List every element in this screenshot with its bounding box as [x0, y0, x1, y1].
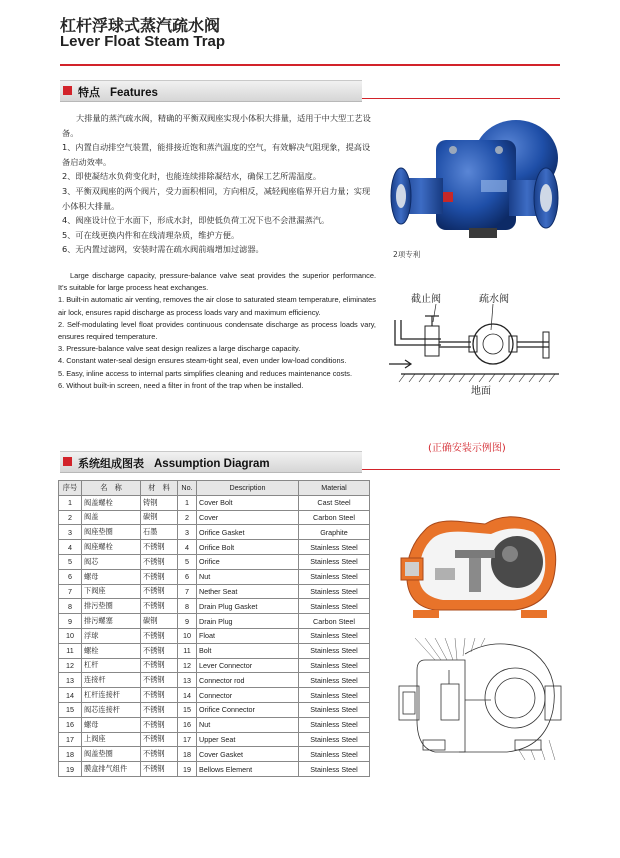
table-row	[59, 584, 370, 599]
part-no-cn: 16	[59, 717, 82, 732]
cross-section-image	[395, 510, 567, 622]
installation-caption: (正确安装示例图)	[428, 443, 506, 454]
part-name-cn: 排污螺塞	[82, 614, 141, 629]
features-en-item: 5. Easy, inline access to internal parts simplifies cleaning and reduces maintenance costs.	[58, 368, 352, 378]
part-material: Stainless Steel	[299, 540, 370, 555]
header-material: Material	[299, 481, 370, 496]
part-no-cn: 15	[59, 702, 82, 717]
part-no-cn: 11	[59, 643, 82, 658]
part-description: Connector	[197, 688, 299, 703]
installation-diagram	[381, 290, 565, 430]
part-material-cn: 不锈钢	[141, 540, 178, 555]
part-material: Stainless Steel	[299, 747, 370, 762]
label-ground: 地面	[471, 386, 491, 397]
features-en-item: 2. Self-modulating level float provides continuous condensate discharge as process loads vary, ensures required temperature.	[58, 319, 376, 342]
parts-table	[58, 480, 370, 777]
part-material: Stainless Steel	[299, 569, 370, 584]
table-row	[59, 732, 370, 747]
header-divider	[60, 64, 560, 66]
features-en-item: 4. Constant water-seal design ensures steam-tight seal, even under low-load conditions.	[58, 356, 347, 366]
part-material-cn: 不锈钢	[141, 747, 178, 762]
assembly-title-en: Assumption Diagram	[154, 458, 270, 470]
part-no: 8	[178, 599, 197, 614]
part-material-cn: 不锈钢	[141, 658, 178, 673]
features-cn-item: 6、无内置过滤网，安装时需在疏水阀前端增加过滤器。	[62, 244, 264, 255]
page-title-en: Lever Float Steam Trap	[60, 33, 226, 50]
header-no-cn: 序号	[59, 481, 82, 496]
page-title-cn: 杠杆浮球式蒸汽疏水阀	[60, 16, 221, 35]
part-no-cn: 12	[59, 658, 82, 673]
part-name-cn: 阀盖螺栓	[82, 495, 141, 510]
part-no: 2	[178, 510, 197, 525]
part-no-cn: 17	[59, 732, 82, 747]
table-row	[59, 658, 370, 673]
part-material: Stainless Steel	[299, 688, 370, 703]
part-material: Carbon Steel	[299, 510, 370, 525]
part-name-cn: 浮球	[82, 628, 141, 643]
table-row	[59, 702, 370, 717]
part-no: 12	[178, 658, 197, 673]
part-no: 3	[178, 525, 197, 540]
part-description: Nut	[197, 569, 299, 584]
part-no-cn: 4	[59, 540, 82, 555]
part-no-cn: 2	[59, 510, 82, 525]
part-name-cn: 上阀座	[82, 732, 141, 747]
part-material: Stainless Steel	[299, 702, 370, 717]
part-description: Cover Bolt	[197, 495, 299, 510]
features-en-intro: Large discharge capacity, pressure-balance valve seat provides the superior performance. It's suitable for large process heat exchanges.	[58, 271, 376, 293]
features-cn-intro: 大排量的蒸汽疏水阀，精确的平衡双阀座实现小体积大排量，适用于中大型工艺设备。	[62, 113, 371, 138]
features-title-cn: 特点	[78, 86, 100, 99]
features-en-item: 3. Pressure-balance valve seat design realizes a large discharge capacity.	[58, 344, 301, 354]
part-name-cn: 螺母	[82, 569, 141, 584]
label-trap: 疏水阀	[479, 294, 509, 305]
part-no: 4	[178, 540, 197, 555]
part-material-cn: 不锈钢	[141, 732, 178, 747]
part-name-cn: 阀座螺栓	[82, 540, 141, 555]
features-en-item: 1. Built-in automatic air venting, removes the air close to saturated steam temperature, eliminates air lock, ensures rapid discharge as process loads vary and maximum efficiency.	[58, 295, 376, 317]
part-description: Bolt	[197, 643, 299, 658]
part-description: Orifice Connector	[197, 702, 299, 717]
part-description: Connector rod	[197, 673, 299, 688]
table-row	[59, 554, 370, 569]
part-name-cn: 螺母	[82, 717, 141, 732]
part-description: Cover Gasket	[197, 747, 299, 762]
part-no: 19	[178, 762, 197, 777]
features-en-item: 6. Without built-in screen, need a filter in front of the trap when be installed.	[58, 380, 304, 390]
header-no: No.	[178, 481, 197, 496]
part-material: Graphite	[299, 525, 370, 540]
part-no: 10	[178, 628, 197, 643]
part-no-cn: 8	[59, 599, 82, 614]
table-row	[59, 762, 370, 777]
part-material-cn: 不锈钢	[141, 688, 178, 703]
part-no: 14	[178, 688, 197, 703]
features-cn-block	[62, 111, 374, 257]
part-material-cn: 不锈钢	[141, 584, 178, 599]
part-no-cn: 1	[59, 495, 82, 510]
part-material: Carbon Steel	[299, 614, 370, 629]
part-material-cn: 不锈钢	[141, 643, 178, 658]
part-material-cn: 不锈钢	[141, 673, 178, 688]
product-photo	[381, 110, 565, 260]
part-description: Drain Plug Gasket	[197, 599, 299, 614]
part-no: 7	[178, 584, 197, 599]
features-en-block	[58, 270, 376, 392]
features-section-header	[60, 80, 362, 102]
part-name-cn: 阀盖垫圈	[82, 747, 141, 762]
table-row	[59, 569, 370, 584]
part-material: Stainless Steel	[299, 762, 370, 777]
part-description: Orifice Gasket	[197, 525, 299, 540]
part-material: Stainless Steel	[299, 599, 370, 614]
features-title-en: Features	[110, 87, 158, 99]
part-description: Upper Seat	[197, 732, 299, 747]
part-material: Stainless Steel	[299, 673, 370, 688]
table-row	[59, 628, 370, 643]
part-material-cn: 不锈钢	[141, 717, 178, 732]
table-row	[59, 747, 370, 762]
part-no: 9	[178, 614, 197, 629]
table-row	[59, 599, 370, 614]
header-material-cn: 材 料	[141, 481, 178, 496]
part-no: 15	[178, 702, 197, 717]
table-row	[59, 525, 370, 540]
section-marker-icon	[63, 457, 72, 466]
part-no: 13	[178, 673, 197, 688]
part-description: Float	[197, 628, 299, 643]
header-name-cn: 名 称	[82, 481, 141, 496]
part-material-cn: 不锈钢	[141, 569, 178, 584]
part-description: Bellows Element	[197, 762, 299, 777]
table-row	[59, 643, 370, 658]
part-no-cn: 5	[59, 554, 82, 569]
section-marker-icon	[63, 86, 72, 95]
part-description: Nut	[197, 717, 299, 732]
label-stop-valve: 截止阀	[411, 294, 441, 305]
part-description: Orifice Bolt	[197, 540, 299, 555]
part-no: 6	[178, 569, 197, 584]
part-material-cn: 不锈钢	[141, 599, 178, 614]
part-no-cn: 6	[59, 569, 82, 584]
part-material-cn: 石墨	[141, 525, 178, 540]
part-description: Nether Seat	[197, 584, 299, 599]
table-row	[59, 495, 370, 510]
part-material-cn: 不锈钢	[141, 628, 178, 643]
part-no: 17	[178, 732, 197, 747]
part-description: Orifice	[197, 554, 299, 569]
part-no-cn: 9	[59, 614, 82, 629]
part-no-cn: 7	[59, 584, 82, 599]
part-name-cn: 杠杆连接杆	[82, 688, 141, 703]
assembly-rule	[362, 469, 560, 470]
header-description: Description	[197, 481, 299, 496]
assembly-section-header	[60, 451, 362, 473]
part-material-cn: 碳钢	[141, 510, 178, 525]
table-row	[59, 688, 370, 703]
part-material-cn: 不锈钢	[141, 762, 178, 777]
part-no: 16	[178, 717, 197, 732]
part-name-cn: 阀芯连接杆	[82, 702, 141, 717]
part-no: 1	[178, 495, 197, 510]
part-no-cn: 18	[59, 747, 82, 762]
table-row	[59, 540, 370, 555]
features-cn-item: 4、阀座设计位于水面下，形成水封，即使低负荷工况下也不会泄漏蒸汽。	[62, 215, 330, 226]
table-row	[59, 673, 370, 688]
part-material-cn: 碳钢	[141, 614, 178, 629]
part-material: Stainless Steel	[299, 732, 370, 747]
table-row	[59, 510, 370, 525]
part-material: Stainless Steel	[299, 643, 370, 658]
part-name-cn: 连接杆	[82, 673, 141, 688]
part-description: Lever Connector	[197, 658, 299, 673]
features-rule	[362, 98, 560, 99]
part-material-cn: 不锈钢	[141, 554, 178, 569]
part-material: Stainless Steel	[299, 658, 370, 673]
part-material: Stainless Steel	[299, 584, 370, 599]
part-no-cn: 19	[59, 762, 82, 777]
part-name-cn: 阀芯	[82, 554, 141, 569]
part-no: 11	[178, 643, 197, 658]
part-name-cn: 螺栓	[82, 643, 141, 658]
part-no: 5	[178, 554, 197, 569]
part-no-cn: 14	[59, 688, 82, 703]
features-cn-item: 2、即使凝结水负荷变化时，也能连续排除凝结水，确保工艺所需温度。	[62, 171, 322, 182]
part-no-cn: 10	[59, 628, 82, 643]
part-name-cn: 排污垫圈	[82, 599, 141, 614]
features-cn-item: 5、可在线更换内件和在线清理杂质，维护方便。	[62, 229, 240, 240]
part-description: Cover	[197, 510, 299, 525]
part-material-cn: 不锈钢	[141, 702, 178, 717]
features-cn-item: 3、平衡双阀座的两个阀片，受力面积相同，方向相反，减轻阀座临界开启力量；实现小体积大排量。	[62, 185, 371, 211]
part-name-cn: 下阀座	[82, 584, 141, 599]
part-name-cn: 阀盖	[82, 510, 141, 525]
part-material: Cast Steel	[299, 495, 370, 510]
part-no-cn: 13	[59, 673, 82, 688]
table-row	[59, 717, 370, 732]
part-material: Stainless Steel	[299, 554, 370, 569]
table-row	[59, 614, 370, 629]
table-header-row	[59, 481, 370, 496]
part-material: Stainless Steel	[299, 628, 370, 643]
features-cn-item: 1、内置自动排空气装置，能排接近饱和蒸汽温度的空气，有效解决气阻现象，提高设备启动效率。	[62, 142, 371, 167]
part-material: Stainless Steel	[299, 717, 370, 732]
part-name-cn: 膜盒排气组件	[82, 762, 141, 777]
part-no: 18	[178, 747, 197, 762]
assembly-title-cn: 系统组成图表	[78, 457, 144, 470]
part-name-cn: 杠杆	[82, 658, 141, 673]
part-description: Drain Plug	[197, 614, 299, 629]
assembly-line-drawing	[395, 630, 567, 770]
part-no-cn: 3	[59, 525, 82, 540]
part-material-cn: 铸钢	[141, 495, 178, 510]
part-name-cn: 阀座垫圈	[82, 525, 141, 540]
patent-caption: 2项专利	[393, 250, 421, 259]
